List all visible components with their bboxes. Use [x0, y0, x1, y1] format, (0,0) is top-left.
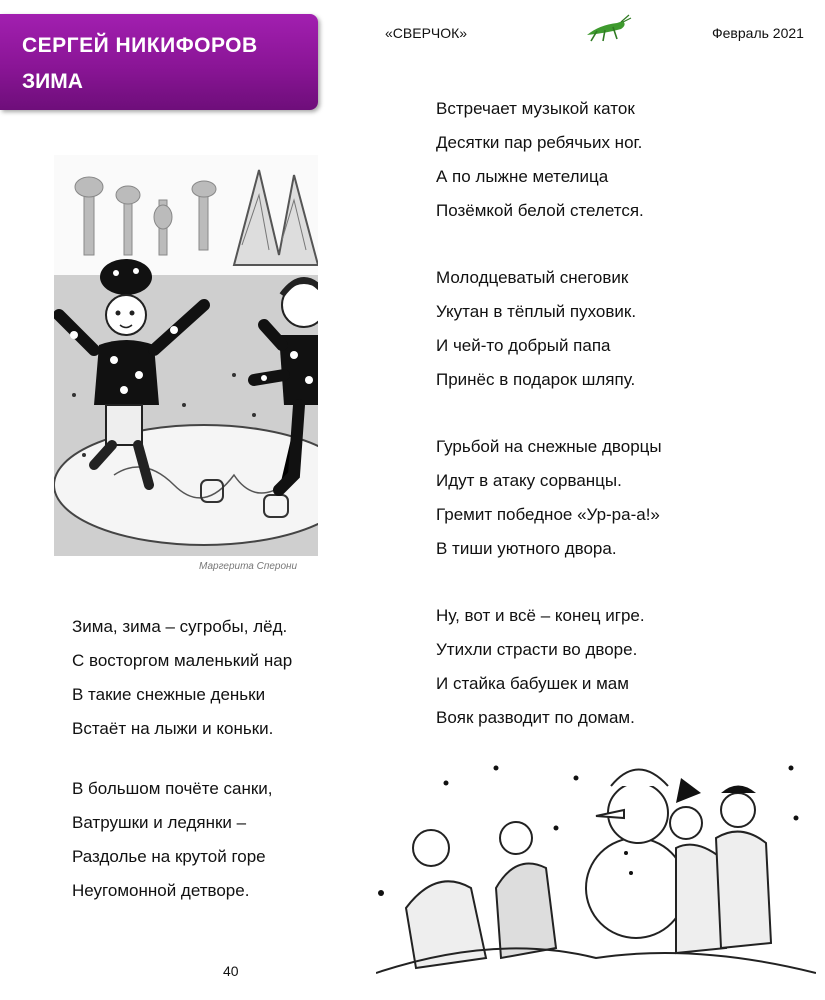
stanza-right-1 — [436, 92, 644, 228]
poem-line: Вояк разводит по домам. — [436, 708, 635, 727]
skating-children-illustration — [54, 155, 318, 556]
poem-line: Встречает музыкой каток — [436, 99, 635, 118]
issue-date: Февраль 2021 — [712, 25, 804, 41]
poem-line: В большом почёте санки, — [72, 779, 273, 798]
poem-line: Укутан в тёплый пуховик. — [436, 302, 637, 321]
stanza-right-2 — [436, 261, 636, 397]
poem-line: Ватрушки и ледянки – — [72, 813, 247, 832]
poem-line: Ну, вот и всё – конец игре. — [436, 606, 645, 625]
poem-line: Идут в атаку сорванцы. — [436, 471, 622, 490]
poem-line: Гремит победное «Ур-ра-а!» — [436, 505, 660, 524]
poem-line: Зима, зима – сугробы, лёд. — [72, 617, 288, 636]
poem-line: В тиши уютного двора. — [436, 539, 617, 558]
illustration-credit: Маргерита Сперони — [199, 561, 298, 572]
poem-line: В такие снежные деньки — [72, 685, 266, 704]
poem-line: И чей-то добрый папа — [436, 336, 611, 355]
stanza-left-1 — [72, 610, 318, 746]
magazine-name: «СВЕРЧОК» — [385, 25, 468, 41]
poem-line: А по лыжне метелица — [436, 167, 609, 186]
page-number: 40 — [223, 963, 239, 979]
poem-line: Гурьбой на снежные дворцы — [436, 437, 662, 456]
stanza-right-3 — [436, 430, 662, 566]
poem-line: Утихли страсти во дворе. — [436, 640, 638, 659]
stanza-right-4 — [436, 599, 645, 735]
poem-line: Молодцеватый снеговик — [436, 268, 629, 287]
snowman-children-illustration — [376, 758, 816, 988]
poem-line: С восторгом маленький нар — [72, 651, 293, 670]
poem-line: Неугомонной детворе. — [72, 881, 250, 900]
poem-title: ЗИМА — [22, 70, 83, 93]
poem-line: Позёмкой белой стелется. — [436, 201, 644, 220]
stanza-left-2 — [72, 772, 318, 908]
author-name: СЕРГЕЙ НИКИФОРОВ — [22, 34, 258, 57]
grasshopper-icon — [583, 13, 633, 43]
poem-line: И стайка бабушек и мам — [436, 674, 629, 693]
poem-line: Десятки пар ребячьих ног. — [436, 133, 643, 152]
poem-line: Принёс в подарок шляпу. — [436, 370, 636, 389]
poem-line: Встаёт на лыжи и коньки. — [72, 719, 274, 738]
poem-line: Раздолье на крутой горе — [72, 847, 266, 866]
title-banner — [0, 14, 318, 110]
